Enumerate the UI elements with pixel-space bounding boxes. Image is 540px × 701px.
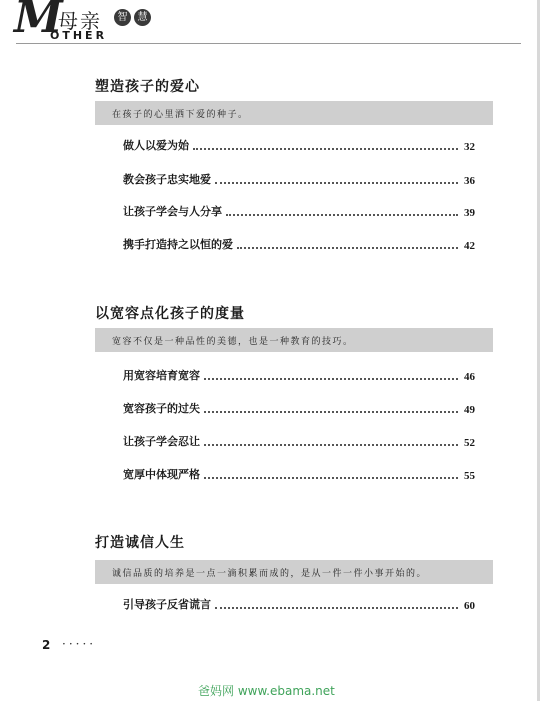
entry-label: 做人以爱为始	[123, 139, 189, 152]
dot-leader	[193, 148, 458, 150]
section-banner	[95, 101, 493, 125]
entry-page: 42	[464, 240, 475, 252]
toc-entry[interactable]	[123, 367, 475, 383]
section-title: 以宽容点化孩子的度量	[95, 306, 245, 322]
entry-page: 60	[464, 600, 475, 612]
page-number: 2	[42, 638, 51, 652]
dot-leader	[204, 477, 458, 479]
page-number-dots: ·····	[62, 637, 97, 651]
entry-page: 55	[464, 470, 475, 482]
entry-page: 32	[464, 141, 475, 153]
mother-wisdom-logo	[14, 2, 214, 44]
entry-page: 36	[464, 175, 475, 187]
logo-seal-2: 慧	[134, 9, 151, 26]
toc-entry[interactable]	[123, 236, 475, 252]
entry-page: 46	[464, 371, 475, 383]
section-title: 打造诚信人生	[95, 535, 185, 551]
banner-text: 在孩子的心里洒下爱的种子。	[112, 110, 249, 120]
logo-seal-1: 智	[114, 9, 131, 26]
toc-entry[interactable]	[123, 400, 475, 416]
dot-leader	[215, 607, 458, 609]
entry-label: 让孩子学会忍让	[123, 435, 200, 448]
section-banner	[95, 328, 493, 352]
section-banner	[95, 560, 493, 584]
toc-entry[interactable]	[123, 433, 475, 449]
toc-entry[interactable]	[123, 171, 475, 187]
logo-title: 母亲	[58, 9, 102, 33]
entry-label: 教会孩子忠实地爱	[123, 173, 211, 186]
dot-leader	[226, 214, 458, 216]
header-rule	[16, 43, 521, 44]
dot-leader	[237, 247, 458, 249]
banner-text: 诚信品质的培养是一点一滴积累而成的，是从一件一件小事开始的。	[112, 569, 428, 579]
dot-leader	[215, 182, 458, 184]
dot-leader	[204, 411, 458, 413]
entry-page: 52	[464, 437, 475, 449]
entry-label: 让孩子学会与人分享	[123, 205, 222, 218]
dot-leader	[204, 378, 458, 380]
toc-entry[interactable]	[123, 596, 475, 612]
entry-page: 39	[464, 207, 475, 219]
logo-subtitle: OTHER	[50, 29, 108, 42]
toc-entry[interactable]	[123, 137, 475, 153]
dot-leader	[204, 444, 458, 446]
entry-label: 用宽容培育宽容	[123, 369, 200, 382]
toc-entry[interactable]	[123, 203, 475, 219]
logo-letter: M	[14, 0, 63, 43]
entry-label: 携手打造持之以恒的爱	[123, 238, 233, 251]
entry-label: 宽厚中体现严格	[123, 468, 200, 481]
entry-page: 49	[464, 404, 475, 416]
section-title: 塑造孩子的爱心	[95, 79, 200, 95]
site-watermark: 爸妈网 www.ebama.net	[198, 684, 335, 698]
entry-label: 宽容孩子的过失	[123, 402, 200, 415]
toc-entry[interactable]	[123, 466, 475, 482]
banner-text: 宽容不仅是一种品性的美德，也是一种教育的技巧。	[112, 337, 354, 347]
entry-label: 引导孩子反省谎言	[123, 598, 211, 611]
